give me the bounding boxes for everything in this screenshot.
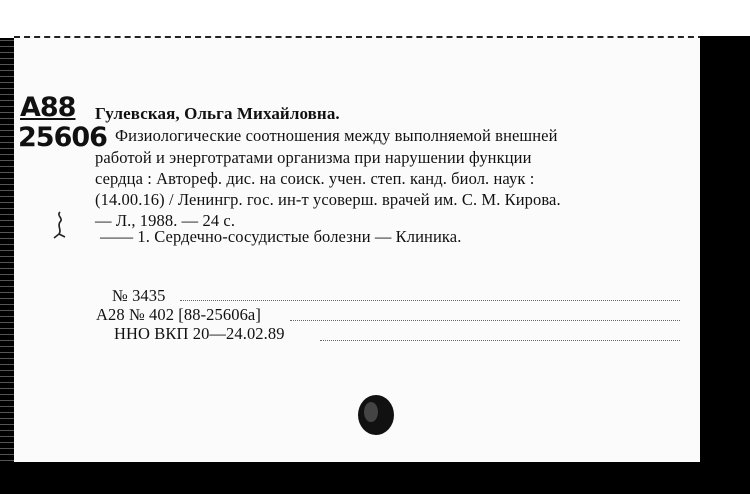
- scan-margin-top: [0, 0, 750, 38]
- scan-edge-left: [0, 38, 14, 462]
- shelf-mark-line-1: А88: [20, 92, 76, 123]
- shelf-mark-line-2: 25606: [18, 122, 107, 153]
- scan-edge-right: [700, 36, 750, 494]
- dotted-rule: [320, 340, 680, 341]
- card-punch-hole: [355, 392, 397, 438]
- dotted-rule: [180, 300, 680, 301]
- author-heading: Гулевская, Ольга Михайловна.: [95, 104, 340, 123]
- registry-number: ННО ВКП 20—24.02.89: [114, 324, 285, 343]
- scan-edge-bottom: [0, 462, 750, 494]
- call-number: А28 № 402 [88-25606а]: [96, 305, 261, 324]
- dotted-rule: [290, 320, 680, 321]
- subject-tracing: —— 1. Сердечно-сосудистые болезни — Клиника.: [100, 227, 462, 246]
- title-line: (14.00.16) / Ленингр. гос. ин-т усоверш. врачей им. С. М. Кирова.: [95, 190, 561, 209]
- accession-number: № 3435: [112, 286, 166, 305]
- handwritten-check-mark: [48, 210, 72, 242]
- title-line: сердца : Автореф. дис. на соиск. учен. степ. канд. биол. наук :: [95, 169, 535, 188]
- title-line: работой и энерготратами организма при нарушении функции: [95, 148, 532, 167]
- title-line: — Л., 1988. — 24 с.: [95, 211, 236, 230]
- title-line: Физиологические соотношения между выполняемой внешней: [115, 126, 558, 145]
